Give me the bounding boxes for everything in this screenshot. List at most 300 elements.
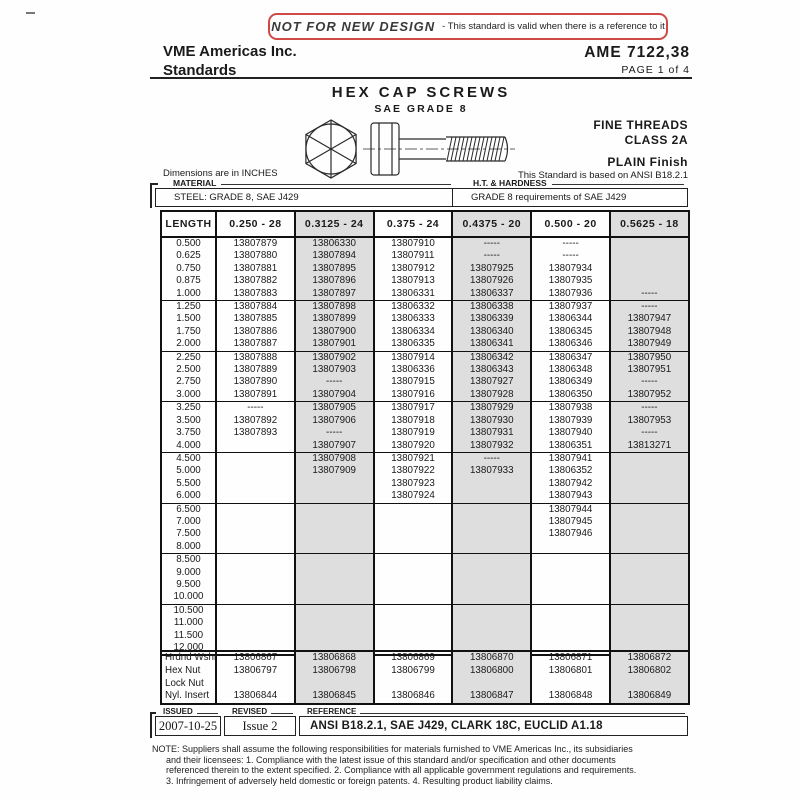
part-number-cell: 13807941 [531,452,610,465]
part-number-cell: 13806799 [374,665,453,678]
table-row [161,338,689,351]
part-number-cell [374,554,453,567]
table-row [161,465,689,477]
part-number-cell: 13807902 [295,351,374,364]
material-value: STEEL: GRADE 8, SAE J429 [156,189,453,206]
part-number-cell [452,541,531,554]
department-name: Standards [163,62,237,79]
part-number-cell [295,528,374,540]
part-number-cell: 13806872 [610,651,689,665]
part-number-cell [610,237,689,250]
part-number-cell [610,465,689,477]
reference-value: ANSI B18.2.1, SAE J429, CLARK 18C, EUCLID A1.18 [299,716,688,736]
length-cell: 3.000 [161,389,216,402]
part-number-cell [610,528,689,540]
table-row [161,288,689,301]
part-number-cell [610,275,689,287]
part-number-cell: ----- [610,288,689,301]
part-number-cell: 13807927 [452,376,531,388]
accessories-table [160,650,690,705]
part-number-cell: 13807933 [452,465,531,477]
length-cell: 2.000 [161,338,216,351]
table-row [161,579,689,591]
part-number-cell [374,591,453,604]
part-number-cell: 13807947 [610,313,689,325]
length-cell: 6.500 [161,503,216,516]
part-number-cell [216,604,295,617]
part-number-cell [295,567,374,579]
part-number-cell [610,452,689,465]
part-number-cell [610,250,689,262]
footnote-line: and their licensees: 1. Compliance with the latest issue of this standard and/or specification and other documents [166,754,616,765]
part-number-cell: 13807901 [295,338,374,351]
length-cell: 9.000 [161,567,216,579]
part-number-cell [216,440,295,453]
issued-date: 2007-10-25 [155,716,221,736]
length-cell: 8.500 [161,554,216,567]
length-cell: 3.750 [161,427,216,439]
part-number-cell: 13806345 [531,326,610,338]
table-row [161,490,689,503]
footnote [152,744,697,786]
part-number-cell [452,516,531,528]
revised-rule [271,713,293,714]
table-row [161,427,689,439]
material-label: MATERIAL [173,178,217,188]
part-number-cell: 13807919 [374,427,453,439]
material-block [155,178,688,207]
table-row [161,389,689,402]
part-number-cell: 13807887 [216,338,295,351]
length-cell: 5.500 [161,478,216,490]
hardness-label: H.T. & HARDNESS [473,178,547,188]
table-row [161,665,689,678]
footnote-line: 3. Infringement of adversely held domestic or foreign patents. 4. Resulting product liability claims. [166,775,553,786]
table-row [161,440,689,453]
reference-rule [360,713,685,714]
part-number-cell: 13807935 [531,275,610,287]
column-header: 0.250 - 28 [216,211,295,237]
banner-title: NOT FOR NEW DESIGN [271,19,436,34]
part-number-cell [216,617,295,629]
revised-label: REVISED [232,707,268,716]
part-number-cell: 13806342 [452,351,531,364]
part-number-cell [374,604,453,617]
part-number-cell [295,617,374,629]
length-cell: 11.000 [161,617,216,629]
length-cell: 10.000 [161,591,216,604]
part-number-cell: 13806800 [452,665,531,678]
part-number-cell [216,503,295,516]
part-number-cell: 13807896 [295,275,374,287]
company-name: VME Americas Inc. [163,43,297,60]
part-number-cell: 13807912 [374,263,453,275]
part-number-cell: 13807895 [295,263,374,275]
part-number-cell [374,567,453,579]
part-number-cell [452,604,531,617]
part-number-cell: 13807884 [216,301,295,314]
part-number-cell: 13807923 [374,478,453,490]
units-note: Dimensions are in INCHES [163,168,278,179]
accessory-label-cell: Nyl. Insert [161,690,216,704]
part-number-cell: 13806336 [374,364,453,376]
thread-spec [520,118,688,148]
table-row [161,690,689,704]
material-rule [221,184,451,185]
part-number-cell: 13806349 [531,376,610,388]
part-number-cell: 13807883 [216,288,295,301]
part-number-cell: 13806339 [452,313,531,325]
table-row [161,237,689,250]
part-number-cell: 13806352 [531,465,610,477]
length-cell: 7.000 [161,516,216,528]
length-cell: 6.000 [161,490,216,503]
part-number-cell [295,678,374,691]
part-number-cell: 13806870 [452,651,531,665]
length-cell: 1.250 [161,301,216,314]
part-number-cell [374,630,453,642]
table-row [161,364,689,376]
part-number-cell: 13806351 [531,440,610,453]
part-number-cell: 13806346 [531,338,610,351]
footnote-line: referenced therein to the extent specified. 2. Compliance with all applicable government regulations and requirements. [166,765,637,776]
part-number-cell: 13807906 [295,415,374,427]
reference-label-row [299,706,688,716]
part-number-cell: 13807924 [374,490,453,503]
part-number-cell [216,516,295,528]
part-number-cell: 13807953 [610,415,689,427]
part-number-cell: ----- [610,301,689,314]
part-number-cell [452,617,531,629]
part-number-cell: ----- [531,250,610,262]
hardness-label-cell [455,178,688,188]
part-number-cell [216,541,295,554]
table-row [161,415,689,427]
part-number-cell [295,478,374,490]
part-number-cell: 13807893 [216,427,295,439]
part-number-cell: 13806332 [374,301,453,314]
part-number-cell [610,503,689,516]
part-number-cell [531,591,610,604]
column-header: 0.5625 - 18 [610,211,689,237]
part-number-cell [610,554,689,567]
header-row [161,211,689,237]
length-cell: 2.750 [161,376,216,388]
part-number-cell: 13806344 [531,313,610,325]
part-number-cell: 13806341 [452,338,531,351]
part-number-cell: 13806343 [452,364,531,376]
part-number-cell: 13807950 [610,351,689,364]
part-number-cell: 13806871 [531,651,610,665]
part-number-cell: ----- [610,376,689,388]
part-number-cell: 13807926 [452,275,531,287]
part-number-cell: 13807929 [452,402,531,415]
hardness-rule [552,184,684,185]
part-number-cell: 13806848 [531,690,610,704]
part-number-cell [216,579,295,591]
part-number-cell [531,678,610,691]
fine-threads-label: FINE THREADS [593,118,688,132]
table-row [161,541,689,554]
length-cell: 5.000 [161,465,216,477]
part-number-cell [216,490,295,503]
length-cell: 4.500 [161,452,216,465]
part-number-cell [295,503,374,516]
table-row [161,567,689,579]
header-rule [150,77,692,79]
material-labels-row [155,178,688,188]
part-number-cell [610,478,689,490]
standard-basis-note: This Standard is based on ANSI B18.2.1 [517,170,688,181]
part-number-cell: 13806330 [295,237,374,250]
part-number-cell: 13806340 [452,326,531,338]
part-number-cell: 13807892 [216,415,295,427]
issued-label-row [155,706,221,716]
part-number-cell [295,604,374,617]
part-number-cell [216,678,295,691]
part-number-cell: 13806867 [216,651,295,665]
table-row [161,591,689,604]
class-label: CLASS 2A [624,133,688,147]
part-number-cell: 13807890 [216,376,295,388]
part-number-cell [295,554,374,567]
part-number-cell: ----- [610,402,689,415]
length-cell: 12.000 [161,642,216,655]
part-number-cell: 13807938 [531,402,610,415]
letterhead [163,42,297,80]
part-number-cell: 13806802 [610,665,689,678]
material-label-cell [155,178,455,188]
not-for-new-design-banner [268,13,668,40]
part-number-cell [374,678,453,691]
table-row [161,617,689,629]
length-cell: 1.000 [161,288,216,301]
revised-value: Issue 2 [224,716,296,736]
part-number-cell: ----- [295,376,374,388]
revised-label-row [224,706,296,716]
table-row [161,452,689,465]
part-number-cell: 13806331 [374,288,453,301]
part-number-cell: 13807942 [531,478,610,490]
part-number-cell: 13806797 [216,665,295,678]
part-number-cell [216,567,295,579]
part-number-cell: 13806350 [531,389,610,402]
part-number-cell [531,554,610,567]
column-header: 0.500 - 20 [531,211,610,237]
part-number-cell: 13807946 [531,528,610,540]
part-number-cell: 13806869 [374,651,453,665]
part-number-cell: 13807891 [216,389,295,402]
parts-table-body [161,237,689,655]
part-number-cell [531,541,610,554]
part-number-cell [452,591,531,604]
accessory-label-cell: Lock Nut [161,678,216,691]
table-row [161,250,689,262]
part-number-cell: 13807903 [295,364,374,376]
parts-table [160,210,690,656]
part-number-cell: 13807945 [531,516,610,528]
part-number-cell: 13806334 [374,326,453,338]
part-number-cell: 13807900 [295,326,374,338]
table-row [161,554,689,567]
length-cell: 0.625 [161,250,216,262]
part-number-cell [295,490,374,503]
part-number-cell: 13807882 [216,275,295,287]
part-number-cell [610,579,689,591]
reference-box [299,706,688,736]
part-number-cell: 13807886 [216,326,295,338]
part-number-cell [531,630,610,642]
part-number-cell [610,617,689,629]
part-number-cell: 13807936 [531,288,610,301]
part-number-cell: 13807904 [295,389,374,402]
part-number-cell [374,503,453,516]
table-row [161,516,689,528]
part-number-cell: 13807944 [531,503,610,516]
part-number-cell: 13806337 [452,288,531,301]
part-number-cell: 13807949 [610,338,689,351]
table-row [161,604,689,617]
page-title: HEX CAP SCREWS [331,84,511,101]
part-number-cell [452,478,531,490]
length-cell: 3.250 [161,402,216,415]
part-number-cell [452,678,531,691]
part-number-cell [452,630,531,642]
part-number-cell: 13807915 [374,376,453,388]
length-cell: 9.500 [161,579,216,591]
part-number-cell: 13807880 [216,250,295,262]
part-number-cell: 13807888 [216,351,295,364]
table-row [161,478,689,490]
part-number-cell [216,630,295,642]
part-number-cell [452,579,531,591]
length-cell: 11.500 [161,630,216,642]
part-number-cell [610,541,689,554]
part-number-cell: 13813271 [610,440,689,453]
part-number-cell: 13807914 [374,351,453,364]
table-row [161,275,689,287]
part-number-cell [374,528,453,540]
banner-subtitle: - This standard is valid when there is a reference to it [442,21,665,32]
table-row [161,313,689,325]
part-number-cell: 13806845 [295,690,374,704]
part-number-cell: 13806798 [295,665,374,678]
part-number-cell [295,541,374,554]
part-number-cell: 13807889 [216,364,295,376]
part-number-cell: 13806847 [452,690,531,704]
part-number-cell: 13807916 [374,389,453,402]
part-number-cell: 13807943 [531,490,610,503]
part-number-cell: 13807940 [531,427,610,439]
table-row [161,301,689,314]
part-number-cell: 13807951 [610,364,689,376]
hardness-value: GRADE 8 requirements of SAE J429 [471,192,627,203]
part-number-cell [452,490,531,503]
issued-box [155,706,221,736]
part-number-cell: 13807911 [374,250,453,262]
parts-table-header [161,211,689,237]
part-number-cell: 13806849 [610,690,689,704]
part-number-cell: 13806868 [295,651,374,665]
table-row [161,376,689,388]
length-cell: 3.500 [161,415,216,427]
table-row [161,528,689,540]
accessory-label-cell: Hrdnd Wshr [161,651,216,665]
column-header: 0.375 - 24 [374,211,453,237]
part-number-cell [374,516,453,528]
part-number-cell: 13807910 [374,237,453,250]
part-number-cell [216,478,295,490]
part-number-cell [216,591,295,604]
length-cell: 2.500 [161,364,216,376]
scan-mark [26,12,35,14]
part-number-cell: 13807920 [374,440,453,453]
table-row [161,351,689,364]
table-row [161,678,689,691]
footnote-line: NOTE: Suppliers shall assume the following responsibilities for materials furnished to VME Americas Inc., its subsidiaries [152,744,633,754]
part-number-cell: 13807898 [295,301,374,314]
reference-label: REFERENCE [307,707,357,716]
part-number-cell: 13807922 [374,465,453,477]
part-number-cell [610,263,689,275]
part-number-cell: 13807905 [295,402,374,415]
table-row [161,651,689,665]
part-number-cell: 13807918 [374,415,453,427]
column-header: 0.4375 - 20 [452,211,531,237]
part-number-cell [295,516,374,528]
table-row [161,263,689,275]
issued-rule [197,713,218,714]
part-number-cell [610,490,689,503]
column-header: 0.3125 - 24 [295,211,374,237]
length-cell: 0.875 [161,275,216,287]
part-number-cell: 13807913 [374,275,453,287]
page-subtitle: SAE GRADE 8 [374,103,468,115]
part-number-cell: 13807917 [374,402,453,415]
part-number-cell: 13807909 [295,465,374,477]
part-number-cell: 13806801 [531,665,610,678]
document-number-block [584,44,690,76]
part-number-cell: 13807930 [452,415,531,427]
part-number-cell: 13807925 [452,263,531,275]
part-number-cell [610,591,689,604]
part-number-cell: 13807885 [216,313,295,325]
part-number-cell [610,567,689,579]
length-cell: 1.500 [161,313,216,325]
part-number-cell: ----- [295,427,374,439]
part-number-cell: 13806333 [374,313,453,325]
part-number-cell [610,516,689,528]
part-number-cell: 13807881 [216,263,295,275]
part-number-cell: ----- [216,402,295,415]
length-cell: 7.500 [161,528,216,540]
part-number-cell: 13806347 [531,351,610,364]
part-number-cell: ----- [452,452,531,465]
part-number-cell [295,579,374,591]
document-number: AME 7122,38 [584,44,690,61]
part-number-cell [531,579,610,591]
finish-label: PLAIN Finish [607,155,688,169]
part-number-cell: 13806338 [452,301,531,314]
part-number-cell: 13807939 [531,415,610,427]
part-number-cell: ----- [531,237,610,250]
length-cell: 10.500 [161,604,216,617]
part-number-cell: 13807921 [374,452,453,465]
length-cell: 1.750 [161,326,216,338]
table-row [161,503,689,516]
part-number-cell: 13807897 [295,288,374,301]
part-number-cell [374,579,453,591]
